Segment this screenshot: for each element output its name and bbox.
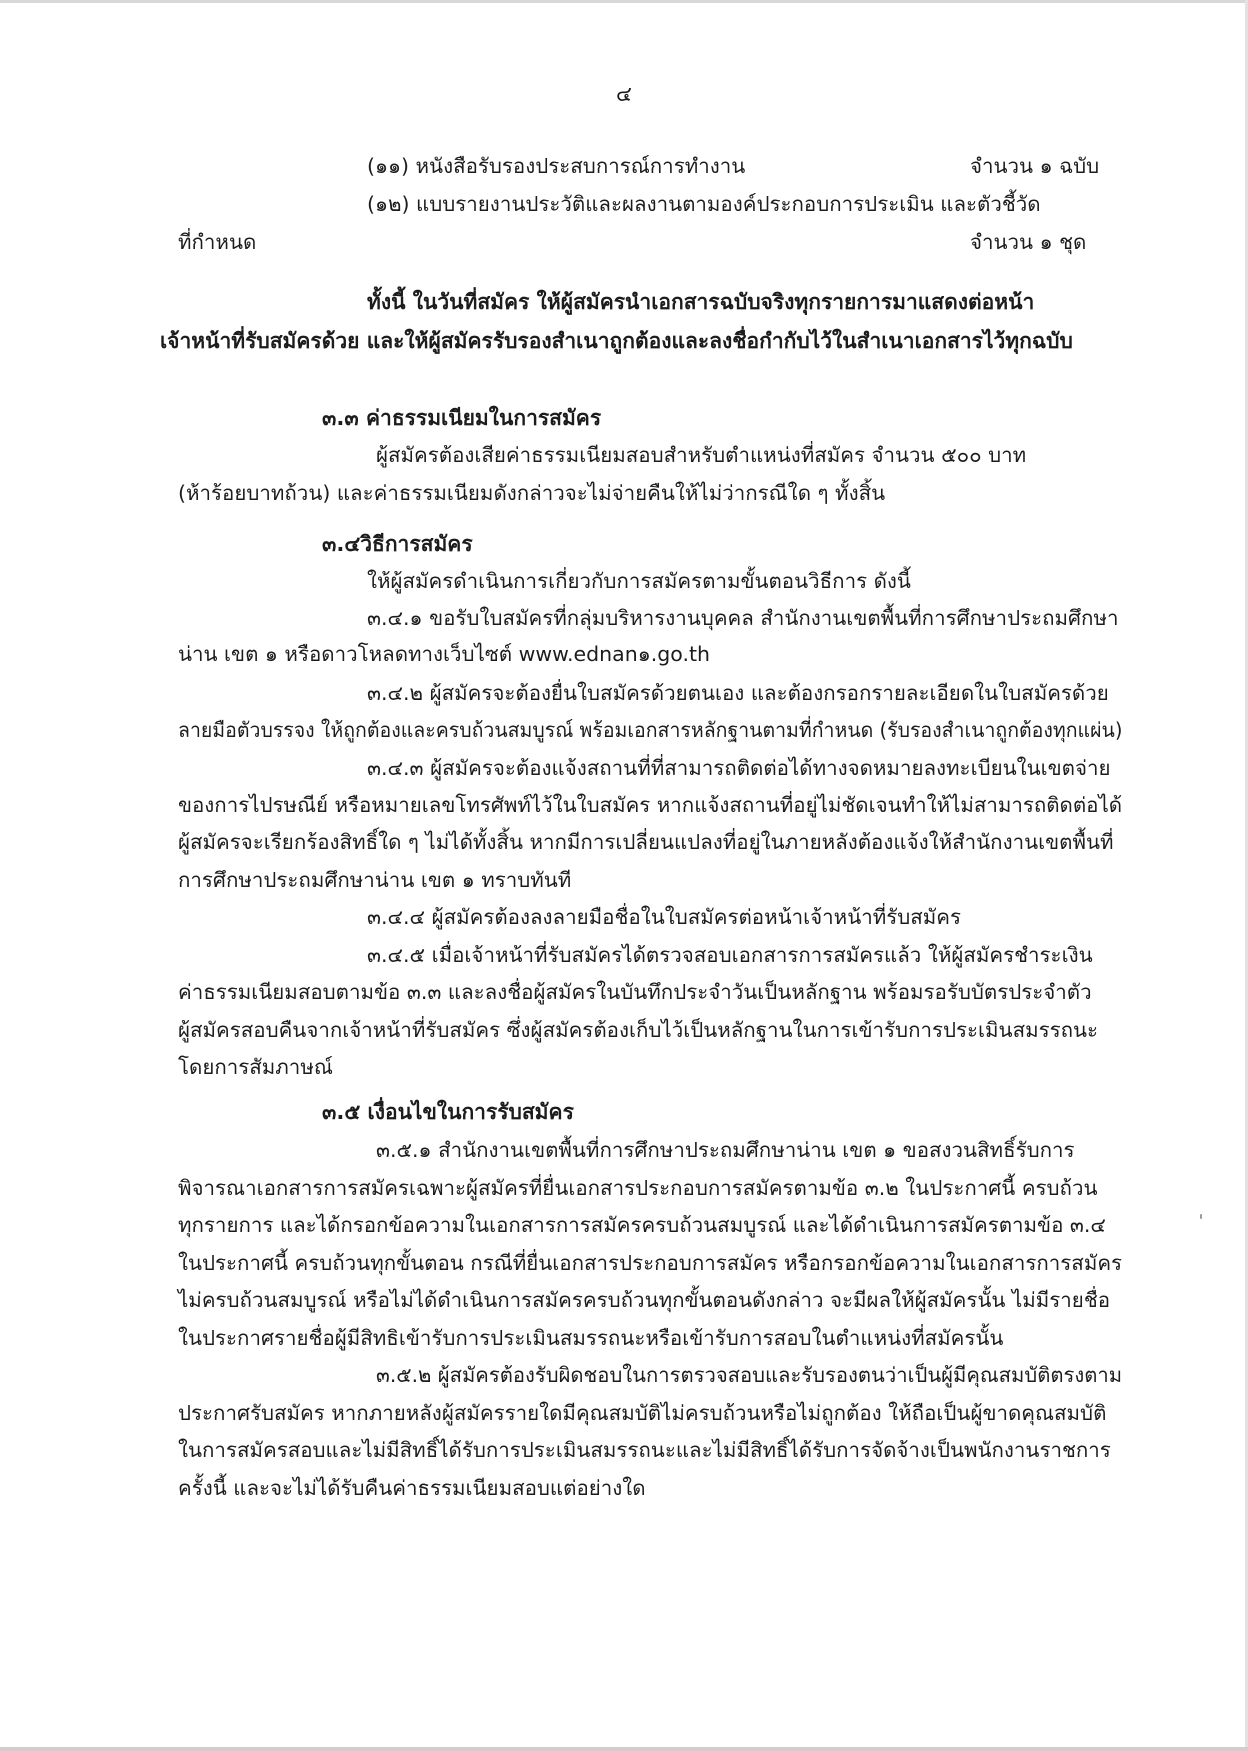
section-3-4-intro: ให้ผู้สมัครดำเนินการเกี่ยวกับการสมัครตามขั้นตอนวิธีการ ดังนี้ [367,569,911,593]
section-3-4-4-line-1: ๓.๔.๔ ผู้สมัครต้องลงลายมือชื่อในใบสมัครต่อหน้าเจ้าหน้าที่รับสมัคร [367,905,962,929]
section-3-4-3-line-3: ผู้สมัครจะเรียกร้องสิทธิ์ใด ๆ ไม่ได้ทั้งสิ้น หากมีการเปลี่ยนแปลงที่อยู่ในภายหลังต้องแจ้งให้สำนักงานเขตพื้นที่ [178,830,1114,854]
scan-speck [1200,1214,1202,1219]
section-3-4-1-line-1: ๓.๔.๑ ขอรับใบสมัครที่กลุ่มบริหารงานบุคคล สำนักงานเขตพื้นที่การศึกษาประถมศึกษา [367,606,1119,630]
page-edge-top [0,0,1248,3]
item-12-count: จำนวน ๑ ชุด [970,230,1087,254]
section-3-3-line-2: (ห้าร้อยบาทถ้วน) และค่าธรรมเนียมดังกล่าวจะไม่จ่ายคืนให้ไม่ว่ากรณีใด ๆ ทั้งสิ้น [178,481,886,505]
section-3-4-5-line-4: โดยการสัมภาษณ์ [178,1055,333,1079]
section-3-5-1-line-6: ในประกาศรายชื่อผู้มีสิทธิเข้ารับการประเมินสมรรถนะหรือเข้ารับการสอบในตำแหน่งที่สมัครนั้น [178,1326,1004,1350]
section-3-5-heading: ๓.๕ เงื่อนไขในการรับสมัคร [322,1100,574,1124]
section-3-3-line-1: ผู้สมัครต้องเสียค่าธรรมเนียมสอบสำหรับตำแหน่งที่สมัคร จำนวน ๕๐๐ บาท [376,443,1027,467]
section-3-4-5-line-1: ๓.๔.๕ เมื่อเจ้าหน้าที่รับสมัครได้ตรวจสอบเอกสารการสมัครแล้ว ให้ผู้สมัครชำระเงิน [367,943,1093,967]
item-12-text: (๑๒) แบบรายงานประวัติและผลงานตามองค์ประกอบการประเมิน และตัวชี้วัด [367,192,1041,216]
page-edge-bottom [0,1747,1248,1751]
section-3-5-2-line-1: ๓.๕.๒ ผู้สมัครต้องรับผิดชอบในการตรวจสอบและรับรองตนว่าเป็นผู้มีคุณสมบัติตรงตาม [376,1363,1123,1387]
section-3-5-1-line-4: ในประกาศนี้ ครบถ้วนทุกขั้นตอน กรณีที่ยื่นเอกสารประกอบการสมัคร หรือกรอกข้อความในเอกสารการสมัคร [178,1251,1123,1275]
section-3-4-5-line-3: ผู้สมัครสอบคืนจากเจ้าหน้าที่รับสมัคร ซึ่งผู้สมัครต้องเก็บไว้เป็นหลักฐานในการเข้ารับการประเมินสมรรถนะ [178,1018,1099,1042]
section-3-3-heading: ๓.๓ ค่าธรรมเนียมในการสมัคร [322,406,602,430]
section-3-5-2-line-4: ครั้งนี้ และจะไม่ได้รับคืนค่าธรรมเนียมสอบแต่อย่างใด [178,1476,646,1500]
notice-line-2: เจ้าหน้าที่รับสมัครด้วย และให้ผู้สมัครรับรองสำเนาถูกต้องและลงชื่อกำกับไว้ในสำเนาเอกสารไว้ทุกฉบับ [160,329,1073,353]
section-3-4-2-line-1: ๓.๔.๒ ผู้สมัครจะต้องยื่นใบสมัครด้วยตนเอง และต้องกรอกรายละเอียดในใบสมัครด้วย [367,681,1109,705]
section-3-4-3-line-2: ของการไปรษณีย์ หรือหมายเลขโทรศัพท์ไว้ในใบสมัคร หากแจ้งสถานที่อยู่ไม่ชัดเจนทำให้ไม่สามารถติดต่อได้ [178,793,1123,817]
section-3-4-3-line-4: การศึกษาประถมศึกษาน่าน เขต ๑ ทราบทันที [178,868,572,892]
section-3-5-2-line-2: ประกาศรับสมัคร หากภายหลังผู้สมัครรายใดมีคุณสมบัติไม่ครบถ้วนหรือไม่ถูกต้อง ให้ถือเป็นผู้ขาดคุณสมบัติ [178,1401,1107,1425]
item-11-text: (๑๑) หนังสือรับรองประสบการณ์การทำงาน [367,154,746,178]
section-3-5-2-line-3: ในการสมัครสอบและไม่มีสิทธิ์ได้รับการประเมินสมรรถนะและไม่มีสิทธิ์ได้รับการจัดจ้างเป็นพนักงานราชการ [178,1438,1111,1462]
section-3-4-3-line-1: ๓.๔.๓ ผู้สมัครจะต้องแจ้งสถานที่ที่สามารถติดต่อได้ทางจดหมายลงทะเบียนในเขตจ่าย [367,756,1111,780]
item-12-continuation: ที่กำหนด [178,230,257,254]
section-3-5-1-line-3: ทุกรายการ และได้กรอกข้อความในเอกสารการสมัครครบถ้วนสมบูรณ์ และได้ดำเนินการสมัครตามข้อ ๓.๔ [178,1213,1106,1237]
section-3-4-2-line-2: ลายมือตัวบรรจง ให้ถูกต้องและครบถ้วนสมบูรณ์ พร้อมเอกสารหลักฐานตามที่กำหนด (รับรองสำเนาถูกต้องทุกแผ่น) [178,718,1123,742]
section-3-4-heading: ๓.๔วิธีการสมัคร [322,532,473,556]
section-3-5-1-line-1: ๓.๕.๑ สำนักงานเขตพื้นที่การศึกษาประถมศึกษาน่าน เขต ๑ ขอสงวนสิทธิ์รับการ [376,1138,1075,1162]
page-number: ๔ [616,82,632,106]
section-3-4-1-line-2: น่าน เขต ๑ หรือดาวโหลดทางเว็บไซต์ www.ednan๑.go.th [178,642,710,666]
section-3-5-1-line-5: ไม่ครบถ้วนสมบูรณ์ หรือไม่ได้ดำเนินการสมัครครบถ้วนทุกขั้นตอนดังกล่าว จะมีผลให้ผู้สมัครนั้น ไม่มีรายชื่อ [178,1288,1111,1312]
item-11-count: จำนวน ๑ ฉบับ [970,154,1100,178]
section-3-5-1-line-2: พิจารณาเอกสารการสมัครเฉพาะผู้สมัครที่ยื่นเอกสารประกอบการสมัครตามข้อ ๓.๒ ในประกาศนี้ ครบถ้วน [178,1176,1098,1200]
notice-line-1: ทั้งนี้ ในวันที่สมัคร ให้ผู้สมัครนำเอกสารฉบับจริงทุกรายการมาแสดงต่อหน้า [367,290,1035,314]
section-3-4-5-line-2: ค่าธรรมเนียมสอบตามข้อ ๓.๓ และลงชื่อผู้สมัครในบันทึกประจำวันเป็นหลักฐาน พร้อมรอรับบัตรประจำตัว [178,980,1092,1004]
